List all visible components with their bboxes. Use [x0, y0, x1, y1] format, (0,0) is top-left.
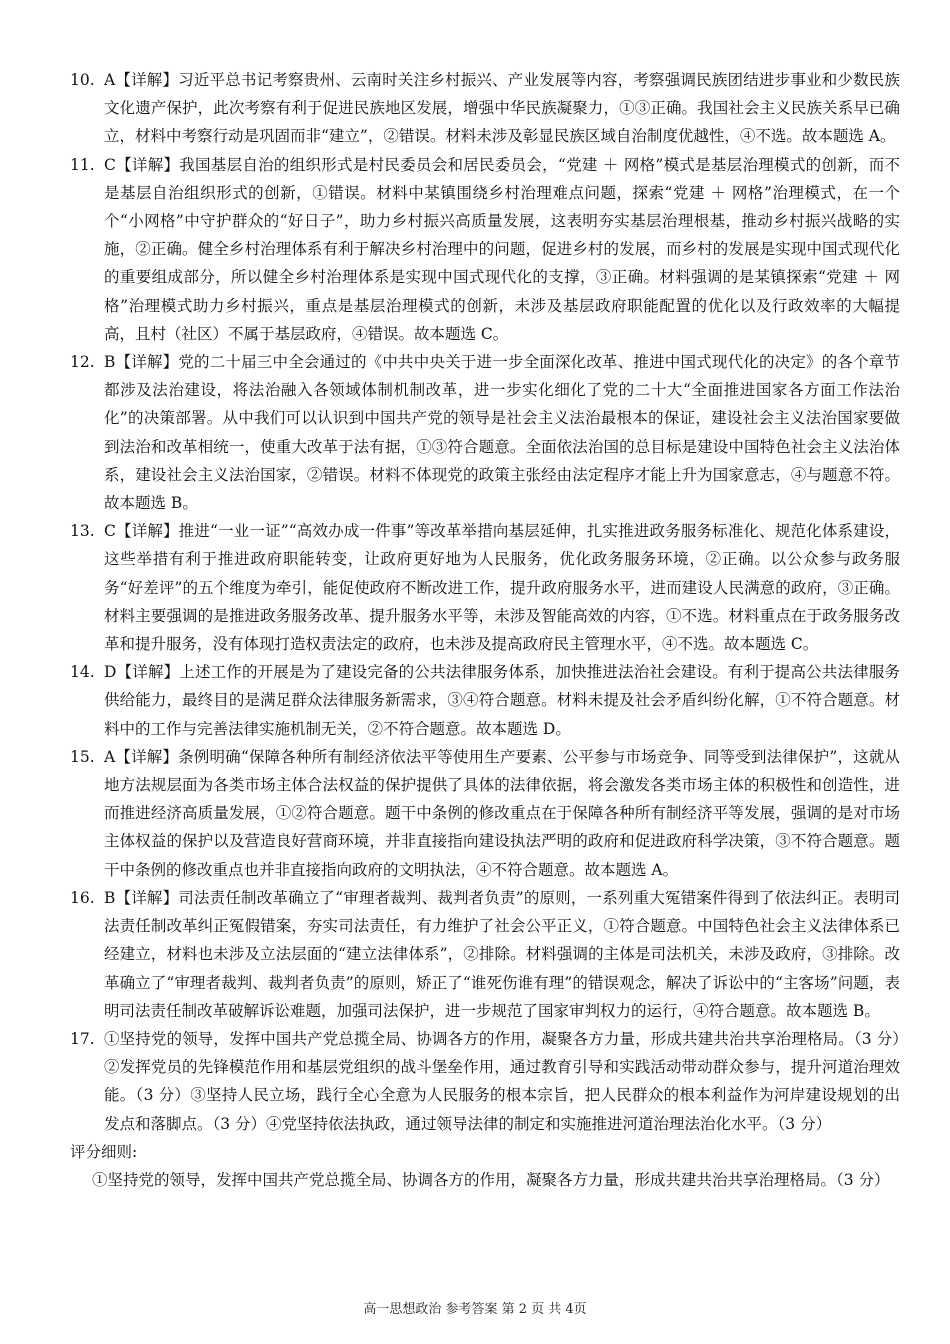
answer-item-11	[70, 151, 900, 348]
question-number: 14.	[70, 663, 95, 682]
answer-text: C【详解】推进“一业一证”“高效办成一件事”等改革举措向基层延伸，扎实推进政务服务标准化、规范化体系建设，这些举措有利于推进政府职能转变，让政府更好地为人民服务，优化政务服务环境，②正确。以公众参与政务服务“好差评”的五个维度为牵引，能促使政府不断改进工作，提升政府服务水平，进而建设人民满意的政府，③正确。材料主要强调的是推进政务服务改革、提升服务水平等，未涉及智能高效的内容，①不选。材料重点在于政务服务改革和提升服务，没有体现打造权责法定的政府，也未涉及提高政府民主管理水平，④不选。故本题选 C。	[104, 522, 900, 654]
question-number: 12.	[70, 353, 95, 372]
question-number: 11.	[70, 155, 95, 174]
question-number: 17.	[70, 1029, 95, 1048]
answer-text: B【详解】党的二十届三中全会通过的《中共中央关于进一步全面深化改革、推进中国式现代化的决定》的各个章节都涉及法治建设，将法治融入各领域体制机制改革，进一步实化细化了党的二十大“全面推进国家各方面工作法治化”的决策部署。从中我们可以认识到中国共产党的领导是社会主义法治最根本的保证，建设社会主义法治国家要做到法治和改革相统一，使重大改革于法有据，①③符合题意。全面依法治国的总目标是建设中国特色社会主义法治体系，建设社会主义法治国家，②错误。材料不体现党的政策主张经由法定程序才能上升为国家意志，④与题意不符。故本题选 B。	[104, 353, 900, 513]
answer-text: A【详解】条例明确“保障各种所有制经济依法平等使用生产要素、公平参与市场竞争、同等受到法律保护”，这就从地方法规层面为各类市场主体合法权益的保护提供了具体的法律依据，将会激发各类市场主体的积极性和创造性，进而推进经济高质量发展，①②符合题意。题干中条例的修改重点在于保障各种所有制经济平等发展，强调的是对市场主体权益的保护以及营造良好营商环境，并非直接指向建设执法严明的政府和促进政府科学决策，③不符合题意。题干中条例的修改重点也并非直接指向政府的文明执法，④不符合题意。故本题选 A。	[104, 747, 900, 879]
answer-text: A【详解】习近平总书记考察贵州、云南时关注乡村振兴、产业发展等内容，考察强调民族团结进步事业和少数民族文化遗产保护，此次考察有利于促进民族地区发展，增强中华民族凝聚力，①③正确。我国社会主义民族关系早已确立，材料中考察行动是巩固而非“建立”，②错误。材料未涉及彰显民族区域自治制度优越性，④不选。故本题选 A。	[104, 71, 900, 146]
answer-item-12	[70, 348, 900, 517]
question-number: 10.	[70, 71, 95, 89]
answer-text: C【详解】我国基层自治的组织形式是村民委员会和居民委员会，“党建 ＋ 网格”模式是基层治理模式的创新，而不是基层自治组织形式的创新，①错误。材料中某镇围绕乡村治理难点问题，探索“党建 ＋ 网格”治理模式，在一个个“小网格”中守护群众的“好日子”，助力乡村振兴高质量发展，这表明夯实基层治理根基，推动乡村振兴战略的实施，②正确。健全乡村治理体系有利于解决乡村治理中的问题，促进乡村的发展，而乡村的发展是实现中国式现代化的重要组成部分，所以健全乡村治理体系是实现中国式现代化的支撑，③正确。材料强调的是某镇探索“党建 ＋ 网格”治理模式助力乡村振兴，重点是基层治理模式的创新，未涉及基层政府职能配置的优化以及行政效率的大幅提高，且村（社区）不属于基层政府，④错误。故本题选 C。	[104, 155, 900, 343]
answer-item-14	[70, 658, 900, 743]
page-footer: 高一思想政治 参考答案 第 2 页 共 4页	[363, 1302, 587, 1317]
answer-text: ①坚持党的领导，发挥中国共产党总揽全局、协调各方的作用，凝聚各方力量，形成共建共治共享治理格局。（3 分）②发挥党员的先锋模范作用和基层党组织的战斗堡垒作用，通过教育引导和实践活动带动群众参与，提升河道治理效能。（3 分）③坚持人民立场，践行全心全意为人民服务的根本宗旨，把人民群众的根本利益作为河岸建设规划的出发点和落脚点。（3 分）④党坚持依法执政，通过领导法律的制定和实施推进河道治理法治化水平。（3 分）	[104, 1029, 900, 1133]
answer-item-15	[70, 743, 900, 884]
rubric-heading: 评分细则:	[70, 1142, 138, 1161]
answer-item-17	[70, 1025, 900, 1138]
answer-item-13	[70, 517, 900, 658]
answer-text: B【详解】司法责任制改革确立了“审理者裁判、裁判者负责”的原则，一系列重大冤错案件得到了依法纠正。表明司法责任制改革纠正冤假错案，夯实司法责任，有力维护了社会公平正义，①符合题意。中国特色社会主义法律体系已经建立，材料也未涉及立法层面的“建立法律体系”，②排除。材料强调的主体是司法机关，未涉及政府，③排除。改革确立了“审理者裁判、裁判者负责”的原则，矫正了“谁死伤谁有理”的错误观念，解决了诉讼中的“主客场”问题，表明司法责任制改革破解诉讼难题，加强司法保护，进一步规范了国家审判权力的运行，④符合题意。故本题选 B。	[104, 888, 900, 1020]
question-number: 13.	[70, 522, 95, 541]
answer-list	[70, 66, 900, 1194]
rubric-item-1: ①坚持党的领导，发挥中国共产党总揽全局、协调各方的作用，凝聚各方力量，形成共建共治共享治理格局。（3 分）	[92, 1170, 890, 1189]
answer-item-16	[70, 884, 900, 1025]
question-number: 15.	[70, 747, 95, 766]
question-number: 16.	[70, 888, 95, 907]
answer-item-10	[70, 66, 900, 151]
answer-text: D【详解】上述工作的开展是为了建设完备的公共法律服务体系，加快推进法治社会建设。有利于提高公共法律服务供给能力，最终目的是满足群众法律服务新需求，③④符合题意。材料未提及社会矛盾纠纷化解，①不符合题意。材料中的工作与完善法律实施机制无关，②不符合题意。故本题选 D。	[104, 663, 900, 738]
